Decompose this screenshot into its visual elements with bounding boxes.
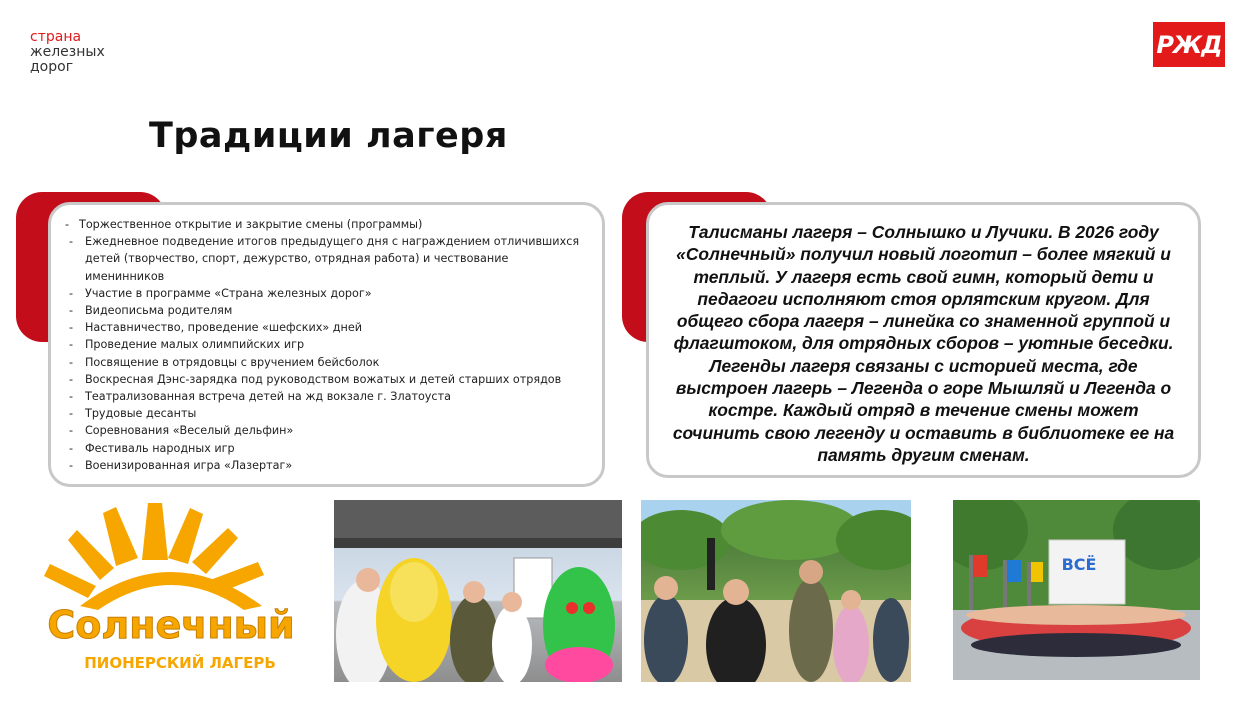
brand-line-3: дорог bbox=[30, 59, 74, 75]
camp-logo bbox=[30, 498, 312, 680]
brand-line-2: железных bbox=[30, 44, 105, 60]
rzd-logo-text: РЖД bbox=[1156, 30, 1222, 59]
photo-lasertag bbox=[641, 500, 911, 682]
photo-mascots bbox=[334, 500, 622, 682]
list-item: - Торжественное открытие и закрытие смены (программы) bbox=[65, 216, 588, 233]
rzd-logo bbox=[1153, 22, 1225, 67]
lasertag-photo-illustration bbox=[641, 500, 911, 682]
list-item: - Воскресная Дэнс-зарядка под руководством вожатых и детей старших отрядов bbox=[65, 371, 588, 388]
list-item: - Театрализованная встреча детей на жд вокзале г. Златоуста bbox=[65, 388, 588, 405]
list-item: - Наставничество, проведение «шефских» дней bbox=[65, 319, 588, 336]
brand-line-1: страна bbox=[30, 29, 82, 45]
list-item: - Посвящение в отрядовцы с вручением бейсболок bbox=[65, 354, 588, 371]
list-item: - Трудовые десанты bbox=[65, 405, 588, 422]
sun-logo-icon bbox=[30, 498, 312, 680]
photo-sign-text: ВСЁ bbox=[1061, 555, 1097, 574]
description-card bbox=[646, 202, 1201, 478]
camp-logo-name: Солнечный bbox=[47, 603, 295, 647]
camp-logo-subtitle: ПИОНЕРСКИЙ ЛАГЕРЬ bbox=[84, 654, 276, 672]
list-item: - Фестиваль народных игр bbox=[65, 440, 588, 457]
brand-logo bbox=[30, 30, 105, 75]
list-item: - Участие в программе «Страна железных дорог» bbox=[65, 285, 588, 302]
group-photo-illustration bbox=[953, 500, 1200, 680]
traditions-list bbox=[65, 216, 588, 474]
traditions-card bbox=[48, 202, 605, 487]
photo-group bbox=[953, 500, 1200, 680]
list-item: - Ежедневное подведение итогов предыдущего дня с награждением отличившихся детей (творчество, спорт, дежурство, отрядная работа) и чествование именинников bbox=[65, 233, 588, 285]
description-text: Талисманы лагеря – Солнышко и Лучики. В 2026 году «Солнечный» получил новый логотип – более мягкий и теплый. У лагеря есть свой гимн, который дети и педагоги исполняют стоя орлятским кругом. Для общего сбора лагеря – линейка со знаменной группой и флагштоком, для отрядных сборов – уютные беседки. Легенды лагеря связаны с историей места, где выстроен лагерь – Легенда о горе Мышляй и Легенда о костре. Каждый отряд в течение смены может сочинить свою легенду и оставить в библиотеке ее на память другим сменам. bbox=[672, 222, 1175, 465]
mascots-photo-illustration bbox=[334, 500, 622, 682]
list-item: - Военизированная игра «Лазертаг» bbox=[65, 457, 588, 474]
page-title: Традиции лагеря bbox=[149, 116, 508, 156]
list-item: - Видеописьма родителям bbox=[65, 302, 588, 319]
list-item: - Соревнования «Веселый дельфин» bbox=[65, 422, 588, 439]
list-item: - Проведение малых олимпийских игр bbox=[65, 336, 588, 353]
